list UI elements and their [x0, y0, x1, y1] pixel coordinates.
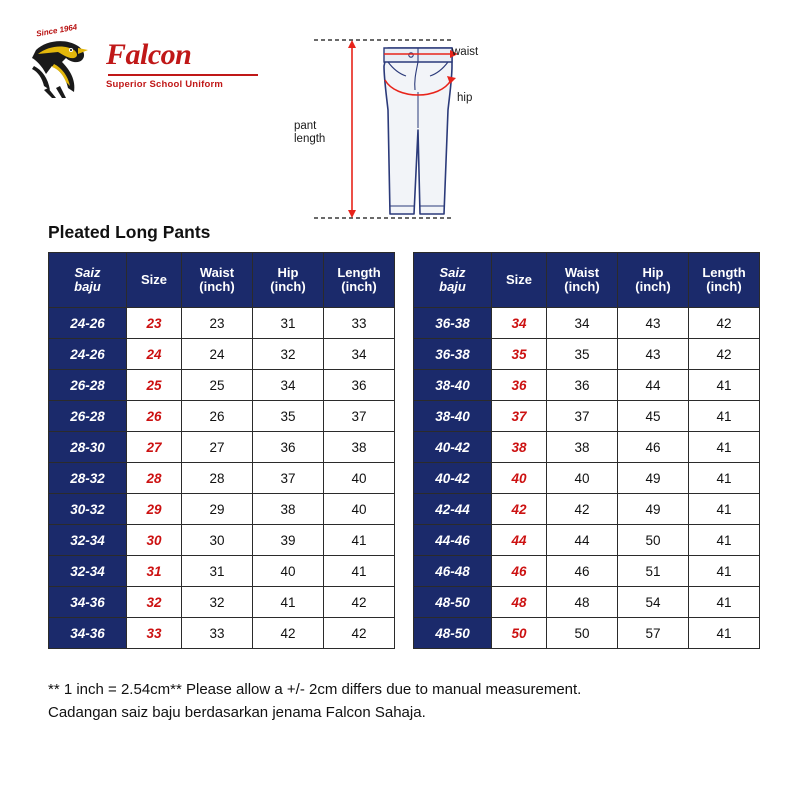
- cell-waist: 29: [182, 494, 253, 525]
- table-row: [49, 308, 395, 339]
- cell-length: 42: [689, 339, 760, 370]
- col-saiz-baju: Saiz baju: [49, 253, 127, 308]
- cell-hip: 35: [253, 401, 324, 432]
- cell-length: 41: [689, 463, 760, 494]
- cell-saiz-baju: 40-42: [414, 432, 492, 463]
- table-row: [49, 556, 395, 587]
- cell-saiz-baju: 28-30: [49, 432, 127, 463]
- cell-saiz-baju: 48-50: [414, 587, 492, 618]
- cell-length: 41: [689, 432, 760, 463]
- table-row: [49, 370, 395, 401]
- col-length: Length (inch): [324, 253, 395, 308]
- cell-waist: 50: [547, 618, 618, 649]
- table-row: [49, 587, 395, 618]
- brand-name: Falcon: [106, 38, 192, 71]
- table-row: [414, 339, 760, 370]
- cell-hip: 34: [253, 370, 324, 401]
- cell-size: 24: [127, 339, 182, 370]
- table-row: [49, 494, 395, 525]
- cell-saiz-baju: 32-34: [49, 556, 127, 587]
- cell-length: 41: [689, 556, 760, 587]
- cell-saiz-baju: 28-32: [49, 463, 127, 494]
- table-row: [49, 339, 395, 370]
- cell-size: 33: [127, 618, 182, 649]
- table-row: [414, 463, 760, 494]
- brand-wordmark: [106, 28, 258, 90]
- cell-hip: 44: [618, 370, 689, 401]
- cell-size: 50: [492, 618, 547, 649]
- cell-waist: 44: [547, 525, 618, 556]
- col-length: Length (inch): [689, 253, 760, 308]
- cell-saiz-baju: 38-40: [414, 401, 492, 432]
- cell-length: 36: [324, 370, 395, 401]
- cell-size: 38: [492, 432, 547, 463]
- cell-length: 33: [324, 308, 395, 339]
- cell-hip: 39: [253, 525, 324, 556]
- cell-size: 31: [127, 556, 182, 587]
- size-table-left: [48, 252, 395, 649]
- cell-hip: 46: [618, 432, 689, 463]
- cell-hip: 32: [253, 339, 324, 370]
- cell-size: 29: [127, 494, 182, 525]
- cell-length: 34: [324, 339, 395, 370]
- cell-size: 44: [492, 525, 547, 556]
- cell-saiz-baju: 48-50: [414, 618, 492, 649]
- cell-waist: 38: [547, 432, 618, 463]
- note-measurement: ** 1 inch = 2.54cm** Please allow a +/- 2cm differs due to manual measurement.: [48, 681, 582, 698]
- cell-size: 48: [492, 587, 547, 618]
- cell-hip: 40: [253, 556, 324, 587]
- table-row: [49, 618, 395, 649]
- col-hip: Hip (inch): [618, 253, 689, 308]
- table-row: [49, 463, 395, 494]
- cell-size: 27: [127, 432, 182, 463]
- cell-hip: 42: [253, 618, 324, 649]
- note-brand: Cadangan saiz baju berdasarkan jenama Falcon Sahaja.: [48, 704, 426, 722]
- cell-saiz-baju: 24-26: [49, 308, 127, 339]
- cell-waist: 32: [182, 587, 253, 618]
- cell-waist: 37: [547, 401, 618, 432]
- cell-saiz-baju: 26-28: [49, 370, 127, 401]
- cell-waist: 35: [547, 339, 618, 370]
- cell-waist: 31: [182, 556, 253, 587]
- brand-logo: [24, 22, 274, 110]
- table-body-left: [49, 308, 395, 649]
- cell-size: 30: [127, 525, 182, 556]
- size-table-right: [413, 252, 760, 649]
- table-header-row: [414, 253, 760, 308]
- cell-hip: 45: [618, 401, 689, 432]
- table-row: [49, 525, 395, 556]
- table-row: [414, 308, 760, 339]
- waist-label: waist: [452, 46, 479, 58]
- cell-waist: 33: [182, 618, 253, 649]
- cell-length: 41: [689, 494, 760, 525]
- col-hip: Hip (inch): [253, 253, 324, 308]
- cell-hip: 41: [253, 587, 324, 618]
- cell-size: 40: [492, 463, 547, 494]
- cell-waist: 34: [547, 308, 618, 339]
- cell-length: 41: [689, 401, 760, 432]
- col-waist: Waist (inch): [182, 253, 253, 308]
- cell-waist: 42: [547, 494, 618, 525]
- col-size: Size: [127, 253, 182, 308]
- falcon-eagle-icon: [24, 22, 102, 106]
- table-body-right: [414, 308, 760, 649]
- cell-length: 41: [689, 525, 760, 556]
- cell-saiz-baju: 38-40: [414, 370, 492, 401]
- cell-size: 46: [492, 556, 547, 587]
- cell-hip: 49: [618, 463, 689, 494]
- cell-waist: 40: [547, 463, 618, 494]
- table-row: [414, 494, 760, 525]
- table-row: [414, 401, 760, 432]
- cell-saiz-baju: 26-28: [49, 401, 127, 432]
- hip-label: hip: [457, 92, 473, 104]
- cell-length: 42: [324, 587, 395, 618]
- cell-saiz-baju: 34-36: [49, 587, 127, 618]
- table-row: [414, 525, 760, 556]
- cell-saiz-baju: 34-36: [49, 618, 127, 649]
- table-row: [414, 432, 760, 463]
- cell-size: 26: [127, 401, 182, 432]
- cell-waist: 36: [547, 370, 618, 401]
- cell-hip: 31: [253, 308, 324, 339]
- brand-divider: [108, 74, 258, 76]
- pants-measurement-diagram: [284, 18, 564, 233]
- cell-hip: 36: [253, 432, 324, 463]
- cell-saiz-baju: 32-34: [49, 525, 127, 556]
- cell-hip: 57: [618, 618, 689, 649]
- table-row: [414, 587, 760, 618]
- cell-hip: 54: [618, 587, 689, 618]
- cell-saiz-baju: 42-44: [414, 494, 492, 525]
- page-title: Pleated Long Pants: [48, 222, 211, 242]
- cell-length: 41: [689, 370, 760, 401]
- footnotes: [48, 678, 768, 725]
- cell-saiz-baju: 36-38: [414, 339, 492, 370]
- table-row: [49, 432, 395, 463]
- cell-size: 25: [127, 370, 182, 401]
- table-row: [414, 556, 760, 587]
- cell-size: 37: [492, 401, 547, 432]
- cell-saiz-baju: 46-48: [414, 556, 492, 587]
- cell-saiz-baju: 44-46: [414, 525, 492, 556]
- col-saiz-baju: Saiz baju: [414, 253, 492, 308]
- cell-waist: 25: [182, 370, 253, 401]
- cell-saiz-baju: 36-38: [414, 308, 492, 339]
- cell-size: 36: [492, 370, 547, 401]
- table-header-left: [49, 253, 395, 308]
- cell-length: 41: [324, 556, 395, 587]
- cell-hip: 50: [618, 525, 689, 556]
- cell-saiz-baju: 24-26: [49, 339, 127, 370]
- cell-waist: 24: [182, 339, 253, 370]
- cell-size: 42: [492, 494, 547, 525]
- table-header-row: [49, 253, 395, 308]
- cell-size: 32: [127, 587, 182, 618]
- cell-hip: 38: [253, 494, 324, 525]
- cell-size: 23: [127, 308, 182, 339]
- cell-size: 34: [492, 308, 547, 339]
- cell-waist: 23: [182, 308, 253, 339]
- cell-waist: 26: [182, 401, 253, 432]
- cell-size: 28: [127, 463, 182, 494]
- cell-hip: 43: [618, 339, 689, 370]
- cell-saiz-baju: 30-32: [49, 494, 127, 525]
- cell-length: 41: [324, 525, 395, 556]
- cell-length: 42: [324, 618, 395, 649]
- cell-length: 40: [324, 494, 395, 525]
- table-row: [414, 370, 760, 401]
- cell-hip: 43: [618, 308, 689, 339]
- cell-length: 37: [324, 401, 395, 432]
- cell-length: 41: [689, 618, 760, 649]
- size-tables: [48, 252, 756, 649]
- table-row: [49, 401, 395, 432]
- table-row: [414, 618, 760, 649]
- cell-waist: 48: [547, 587, 618, 618]
- eagle-emblem-icon: [26, 36, 100, 106]
- cell-size: 35: [492, 339, 547, 370]
- pant-length-label: pant length: [294, 120, 326, 146]
- cell-hip: 49: [618, 494, 689, 525]
- cell-hip: 37: [253, 463, 324, 494]
- cell-waist: 28: [182, 463, 253, 494]
- cell-length: 41: [689, 587, 760, 618]
- cell-length: 42: [689, 308, 760, 339]
- col-size: Size: [492, 253, 547, 308]
- cell-saiz-baju: 40-42: [414, 463, 492, 494]
- since-label: Since 1964: [35, 22, 78, 39]
- table-header-right: [414, 253, 760, 308]
- cell-hip: 51: [618, 556, 689, 587]
- cell-length: 38: [324, 432, 395, 463]
- brand-tagline: Superior School Uniform: [106, 79, 224, 90]
- cell-waist: 27: [182, 432, 253, 463]
- cell-waist: 46: [547, 556, 618, 587]
- col-waist: Waist (inch): [547, 253, 618, 308]
- cell-length: 40: [324, 463, 395, 494]
- cell-waist: 30: [182, 525, 253, 556]
